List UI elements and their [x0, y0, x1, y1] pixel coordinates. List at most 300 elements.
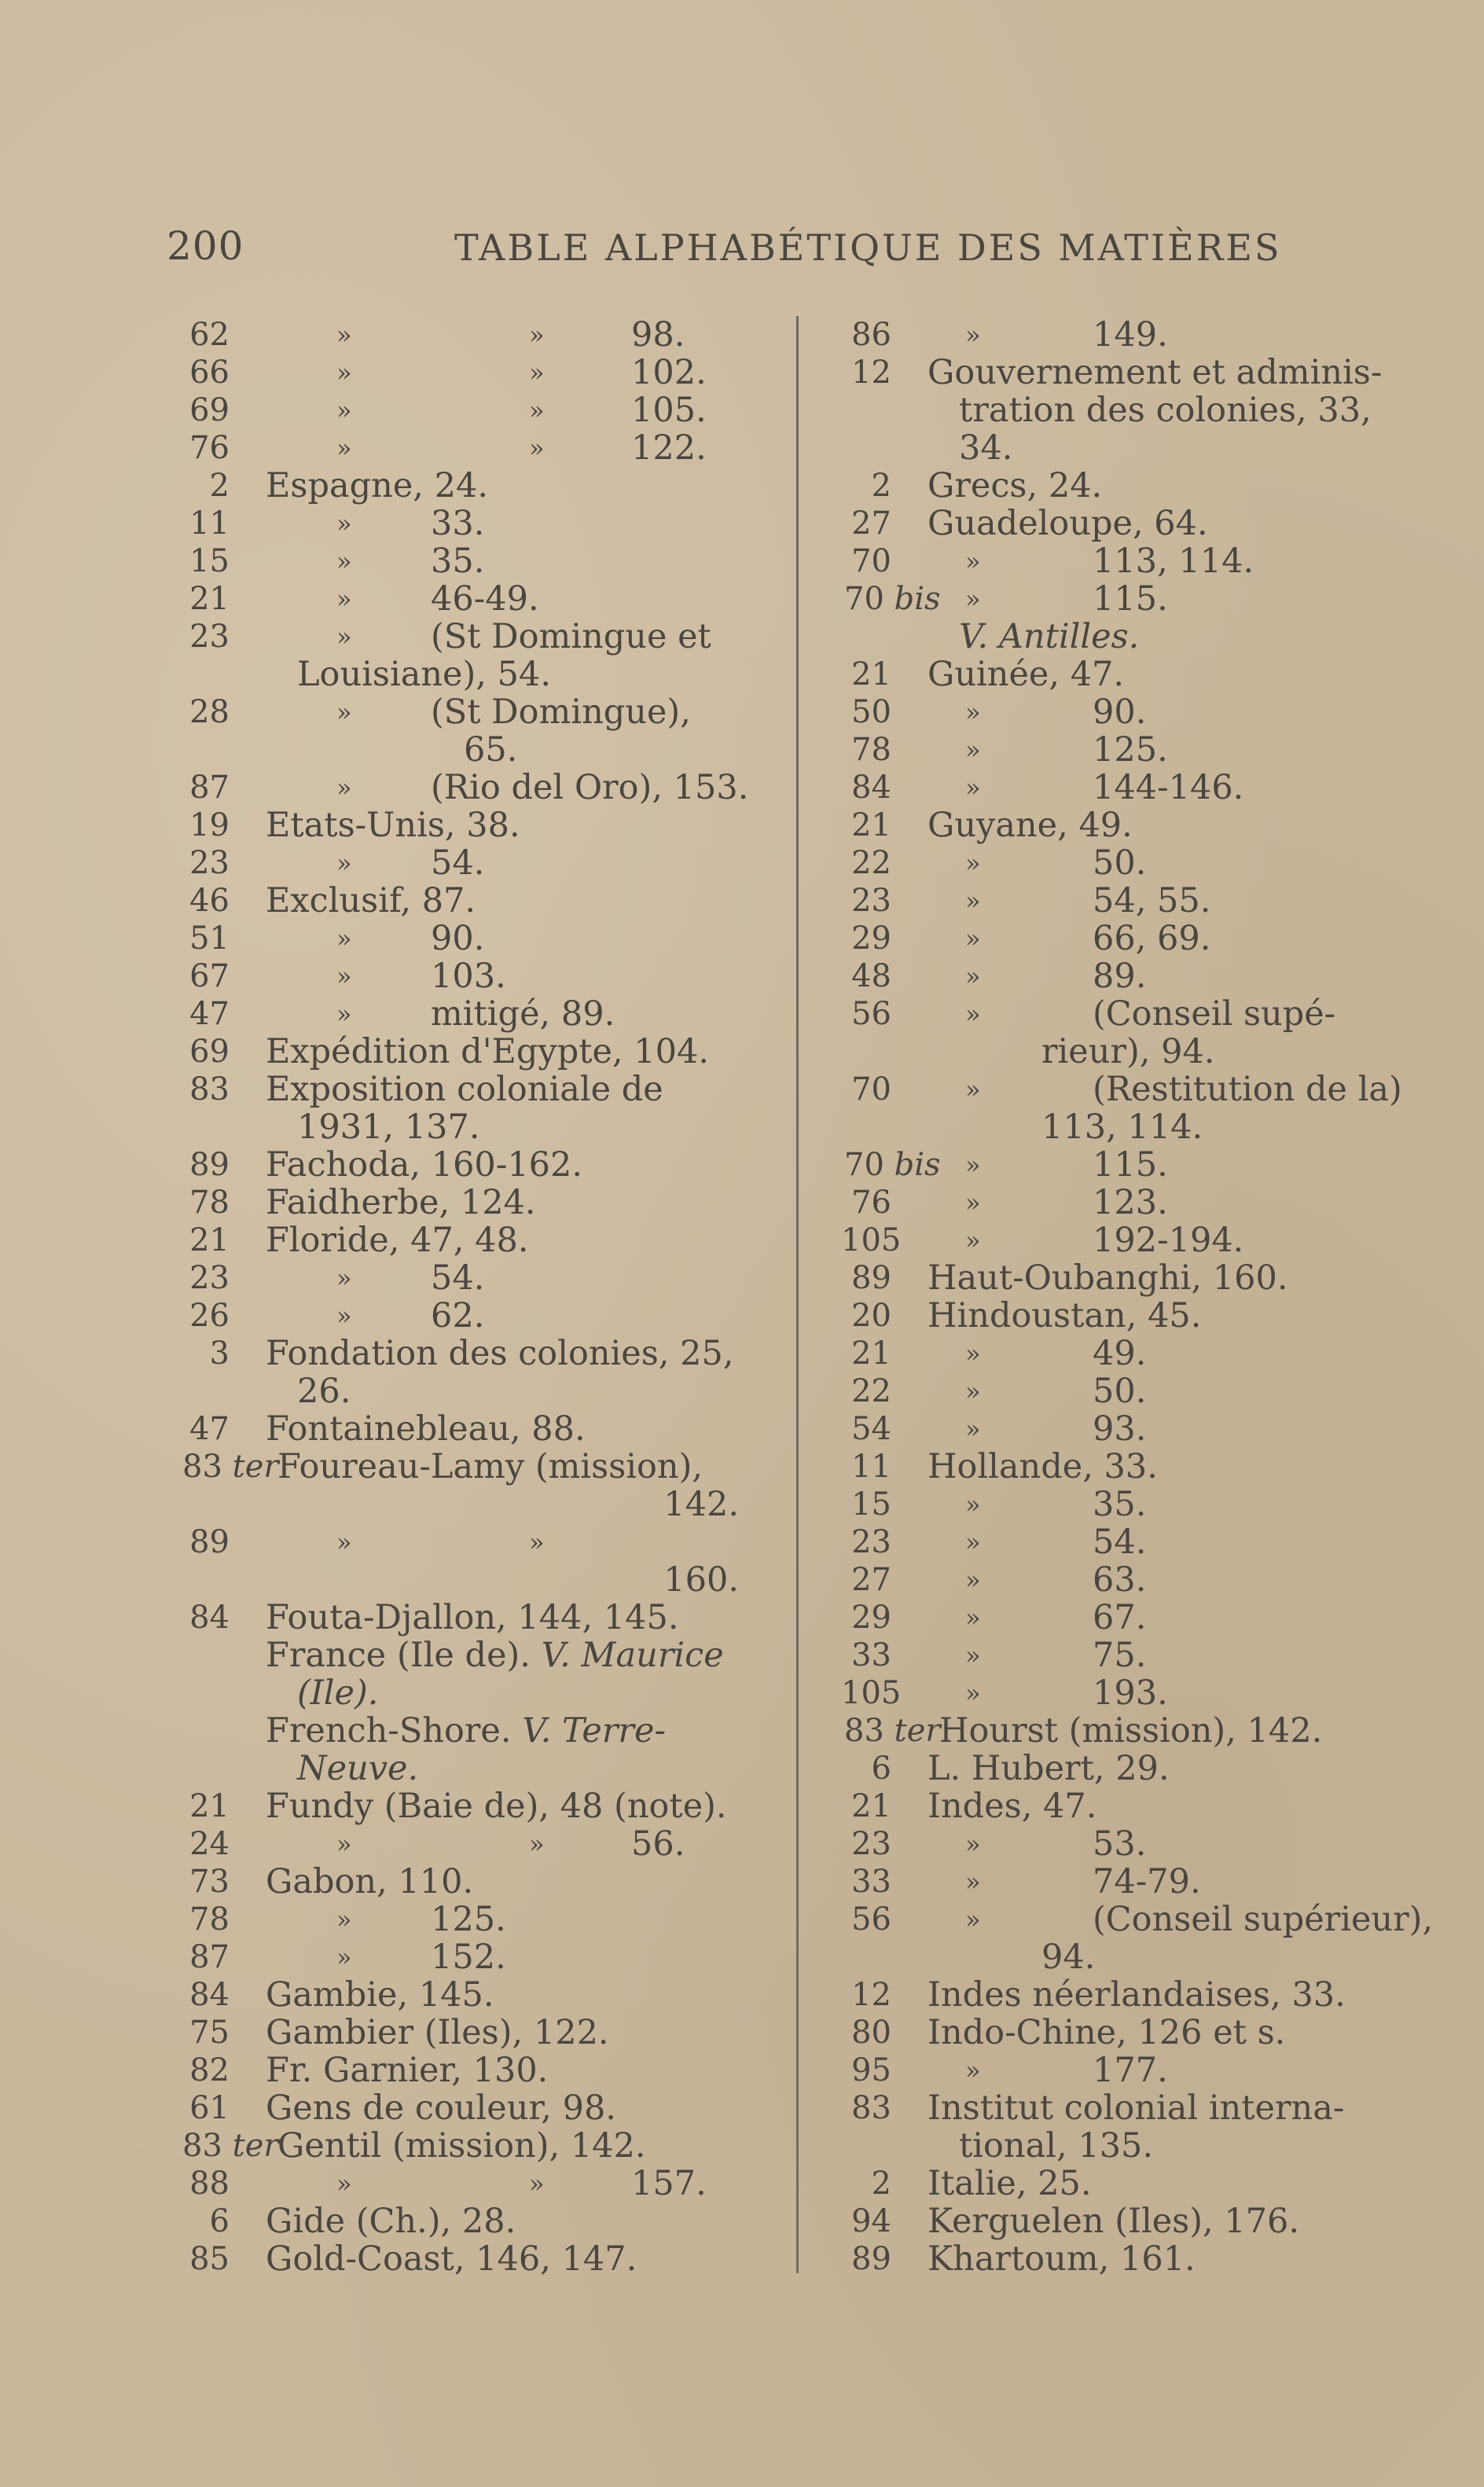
index-entry	[841, 2127, 1438, 2165]
entry-page-ref: 115.	[1093, 1145, 1168, 1185]
index-entry	[841, 1599, 1438, 1637]
entry-page-ref: 177.	[1093, 2051, 1168, 2090]
ditto-mark: »	[965, 1678, 981, 1708]
entry-text: Gide (Ch.), 28.	[266, 2202, 516, 2241]
entry-number: 87	[189, 1939, 230, 1975]
index-column-right	[841, 316, 1438, 2278]
entry-number: 73	[189, 1864, 230, 1900]
entry-number: 6	[209, 2203, 230, 2239]
entry-number: 21	[189, 1222, 230, 1258]
index-entry	[841, 882, 1438, 920]
entry-page-ref: 125.	[431, 1900, 506, 1939]
entry-number: 21	[851, 656, 891, 692]
entry-page-ref: 102.	[631, 353, 707, 392]
ditto-mark: »	[336, 773, 352, 803]
index-entry	[179, 2165, 777, 2202]
entry-text: Gold-Coast, 146, 147.	[266, 2239, 637, 2279]
ditto-mark: »	[529, 433, 545, 463]
ditto-mark: »	[336, 1263, 352, 1293]
index-entry	[841, 1184, 1438, 1221]
entry-number: 95	[851, 2052, 891, 2088]
entry-number: 46	[189, 883, 230, 919]
entry-number: 66	[189, 354, 230, 391]
entry-number: 2	[871, 2166, 891, 2202]
entry-number: 86	[851, 317, 891, 353]
index-entry	[179, 1976, 777, 2014]
ditto-mark: »	[965, 1339, 981, 1368]
index-entry	[841, 2089, 1438, 2127]
index-entry	[179, 542, 777, 580]
entry-number: 27	[851, 1562, 891, 1598]
index-entry	[841, 1221, 1438, 1259]
entry-number: 20	[851, 1298, 891, 1334]
ditto-mark: »	[965, 773, 981, 803]
index-entry	[179, 2014, 777, 2052]
ditto-mark: »	[965, 546, 981, 576]
entry-number: 2	[209, 468, 230, 504]
entry-number: 28	[189, 694, 230, 730]
entry-number: 69	[189, 1034, 230, 1070]
index-entry	[841, 1486, 1438, 1523]
entry-text: Gambier (Iles), 122.	[266, 2013, 609, 2052]
entry-page-ref: 193.	[1093, 1673, 1168, 1713]
entry-number: 83	[851, 2090, 891, 2126]
entry-page-ref: 49.	[1093, 1334, 1147, 1373]
index-entry	[841, 316, 1438, 354]
index-entry	[841, 354, 1438, 391]
entry-number: 61	[189, 2090, 230, 2126]
ditto-mark: »	[965, 1603, 981, 1633]
entry-number: 15	[851, 1486, 891, 1523]
ditto-mark: »	[336, 2169, 352, 2199]
ditto-mark: »	[965, 1640, 981, 1670]
entry-page-ref: 123.	[1093, 1183, 1168, 1222]
entry-continuation: 1931, 137.	[297, 1108, 480, 1147]
index-entry	[179, 1297, 777, 1335]
ditto-mark: »	[336, 1829, 352, 1859]
index-entry	[841, 1561, 1438, 1599]
ditto-mark: »	[965, 1150, 981, 1180]
entry-text: L. Hubert, 29.	[928, 1749, 1170, 1788]
ditto-mark: »	[336, 961, 352, 991]
entry-number: 12	[851, 354, 891, 391]
entry-number: 75	[189, 2015, 230, 2051]
entry-text: Exposition coloniale de	[266, 1070, 663, 1109]
index-entry	[179, 1372, 777, 1410]
index-entry	[841, 1938, 1438, 1976]
index-entry	[841, 1637, 1438, 1674]
index-entry	[841, 2052, 1438, 2089]
ditto-mark: »	[336, 433, 352, 463]
entry-number: 23	[189, 1260, 230, 1296]
entry-number: 62	[189, 317, 230, 353]
entry-number: 27	[851, 505, 891, 542]
index-entry	[841, 1787, 1438, 1825]
index-entry	[179, 1410, 777, 1448]
index-entry	[179, 1033, 777, 1071]
ditto-mark: »	[336, 546, 352, 576]
index-entry	[179, 1863, 777, 1901]
entry-page-ref: 50.	[1093, 1372, 1147, 1411]
entry-text: Indes, 47.	[928, 1787, 1097, 1826]
ditto-mark: »	[965, 320, 981, 350]
index-entry	[179, 1787, 777, 1825]
entry-number: 21	[851, 1788, 891, 1824]
index-entry	[841, 505, 1438, 542]
index-entry	[179, 1561, 777, 1599]
index-entry	[179, 731, 777, 769]
index-entry	[841, 1523, 1438, 1561]
ditto-mark: »	[529, 1527, 545, 1557]
index-entry	[841, 618, 1438, 656]
entry-text: France (Ile de). V. Maurice	[266, 1636, 724, 1675]
page-header	[0, 212, 1484, 283]
entry-text: Exclusif, 87.	[266, 881, 476, 920]
entry-text: Indes néerlandaises, 33.	[928, 1975, 1346, 2015]
ditto-mark: »	[529, 358, 545, 388]
entry-number: 54	[851, 1411, 891, 1447]
entry-text: Gouvernement et adminis-	[928, 353, 1383, 392]
entry-page-ref: 56.	[631, 1824, 685, 1864]
entry-number: 67	[189, 958, 230, 994]
entry-number: 70	[851, 1071, 891, 1108]
entry-number: 23	[189, 619, 230, 655]
entry-page-ref: (Rio del Oro), 153.	[431, 768, 749, 807]
index-entry	[179, 1071, 777, 1108]
entry-number: 76	[189, 430, 230, 466]
index-entry	[179, 1184, 777, 1221]
entry-number: 22	[851, 1373, 891, 1409]
entry-number: 12	[851, 1977, 891, 2013]
ditto-mark: »	[336, 584, 352, 614]
entry-text: Hollande, 33.	[928, 1447, 1158, 1486]
ditto-mark: »	[965, 1829, 981, 1859]
index-entry	[179, 2240, 777, 2278]
index-entry	[179, 1825, 777, 1863]
ditto-mark: »	[965, 848, 981, 878]
entry-number: 85	[189, 2241, 230, 2277]
entry-number: 56	[851, 1901, 891, 1938]
entry-continuation: tration des colonies, 33,	[959, 391, 1372, 430]
index-entry	[841, 2165, 1438, 2202]
entry-page-ref: 152.	[431, 1938, 506, 1977]
index-entry	[841, 1372, 1438, 1410]
entry-number: 76	[851, 1185, 891, 1221]
index-entry	[841, 1259, 1438, 1297]
entry-page-ref: mitigé, 89.	[431, 994, 615, 1034]
index-entry	[841, 1335, 1438, 1372]
entry-page-ref: 46-49.	[431, 579, 539, 619]
entry-number: 21	[189, 581, 230, 617]
entry-number: 89	[851, 1260, 891, 1296]
entry-continuation: tional, 135.	[959, 2126, 1154, 2166]
index-entry	[841, 1108, 1438, 1146]
ditto-mark: »	[965, 999, 981, 1029]
ditto-mark: »	[965, 886, 981, 916]
index-entry	[179, 429, 777, 467]
ditto-mark: »	[336, 320, 352, 350]
entry-page-ref: 66, 69.	[1093, 919, 1211, 958]
ditto-mark: »	[965, 1188, 981, 1218]
index-entry	[179, 920, 777, 957]
entry-text: Kerguelen (Iles), 176.	[928, 2202, 1300, 2241]
index-entry	[841, 429, 1438, 467]
entry-page-ref: 63.	[1093, 1560, 1147, 1600]
entry-number: 83 ter	[844, 1713, 941, 1749]
entry-text: Fondation des colonies, 25,	[266, 1334, 734, 1373]
index-entry	[841, 769, 1438, 806]
index-entry	[841, 1750, 1438, 1787]
index-entry	[841, 1825, 1438, 1863]
index-entry	[179, 1637, 777, 1674]
entry-text: French-Shore. V. Terre-	[266, 1711, 666, 1750]
ditto-mark: »	[336, 1527, 352, 1557]
entry-number: 11	[851, 1449, 891, 1485]
entry-text: Hindoustan, 45.	[928, 1296, 1202, 1335]
index-entry	[179, 1108, 777, 1146]
index-entry	[179, 1221, 777, 1259]
ditto-mark: »	[965, 584, 981, 614]
ditto-mark: »	[965, 1490, 981, 1519]
entry-page-ref: 53.	[1093, 1824, 1147, 1864]
ditto-mark: »	[336, 622, 352, 652]
entry-number: 105	[841, 1222, 902, 1258]
ditto-mark: »	[529, 2169, 545, 2199]
ditto-mark: »	[965, 961, 981, 991]
index-entry	[179, 1448, 777, 1486]
index-entry	[179, 316, 777, 354]
entry-number: 11	[189, 505, 230, 542]
entry-number: 23	[851, 883, 891, 919]
entry-text: Floride, 47, 48.	[266, 1221, 529, 1260]
index-entry	[179, 1259, 777, 1297]
entry-text: Espagne, 24.	[266, 466, 489, 505]
ditto-mark: »	[965, 1075, 981, 1104]
index-entry	[179, 354, 777, 391]
entry-number: 78	[189, 1901, 230, 1938]
entry-text: Guadeloupe, 64.	[928, 504, 1208, 543]
entry-text: Fontainebleau, 88.	[266, 1409, 586, 1449]
index-entry	[841, 542, 1438, 580]
entry-number: 47	[189, 996, 230, 1032]
index-entry	[841, 957, 1438, 995]
entry-page-ref: 89.	[1093, 957, 1147, 996]
page-title: TABLE ALPHABÉTIQUE DES MATIÈRES	[454, 226, 1282, 269]
index-entry	[179, 1146, 777, 1184]
index-entry	[179, 2052, 777, 2089]
entry-page-ref: 192-194.	[1093, 1221, 1244, 1260]
index-entry	[179, 693, 777, 731]
index-entry	[841, 1901, 1438, 1938]
entry-number: 84	[189, 1600, 230, 1636]
entry-text: Institut colonial interna-	[928, 2088, 1345, 2128]
index-entry	[179, 844, 777, 882]
entry-number: 69	[189, 392, 230, 428]
index-entry	[179, 505, 777, 542]
entry-continuation: 65.	[464, 730, 518, 770]
entry-continuation: 34.	[959, 428, 1013, 468]
index-entry	[179, 769, 777, 806]
index-entry	[179, 1938, 777, 1976]
index-entry	[841, 844, 1438, 882]
entry-page-ref: 50.	[1093, 843, 1147, 883]
entry-number: 19	[189, 807, 230, 843]
entry-number: 2	[871, 468, 891, 504]
entry-text: Gabon, 110.	[266, 1862, 474, 1901]
entry-page-ref: 54.	[431, 843, 485, 883]
index-entry	[179, 957, 777, 995]
entry-page-ref: 125.	[1093, 730, 1168, 770]
entry-page-ref: 160.	[663, 1560, 739, 1600]
index-entry	[841, 1712, 1438, 1750]
index-entry	[179, 1750, 777, 1787]
entry-number: 94	[851, 2203, 891, 2239]
entry-text: Etats-Unis, 38.	[266, 806, 520, 845]
entry-text: Khartoum, 161.	[928, 2239, 1196, 2279]
index-entry	[179, 995, 777, 1033]
entry-page-ref: 67.	[1093, 1598, 1147, 1637]
index-entry	[841, 1674, 1438, 1712]
entry-text: Fachoda, 160-162.	[266, 1145, 583, 1185]
entry-number: 29	[851, 920, 891, 957]
entry-page-ref: (Restitution de la)	[1093, 1070, 1402, 1109]
entry-number: 105	[841, 1675, 902, 1711]
entry-number: 56	[851, 996, 891, 1032]
entry-page-ref: (St Domingue et	[431, 617, 711, 656]
ditto-mark: »	[965, 735, 981, 765]
entry-continuation: 113, 114.	[1041, 1108, 1203, 1147]
entry-number: 70	[851, 543, 891, 579]
entry-continuation: Neuve.	[297, 1749, 419, 1788]
index-entry	[841, 1448, 1438, 1486]
entry-text: Haut-Oubanghi, 160.	[928, 1258, 1288, 1298]
entry-page-ref: 62.	[431, 1296, 485, 1335]
index-entry	[841, 580, 1438, 618]
index-entry	[841, 656, 1438, 693]
index-entry	[179, 391, 777, 429]
column-divider	[796, 316, 799, 2273]
entry-number: 33	[851, 1637, 891, 1673]
entry-number: 88	[189, 2166, 230, 2202]
index-entry	[179, 618, 777, 656]
entry-page-ref: 122.	[631, 428, 707, 468]
ditto-mark: »	[965, 1225, 981, 1255]
index-entry	[179, 2202, 777, 2240]
entry-text: Italie, 25.	[928, 2164, 1092, 2203]
entry-number: 83	[189, 1071, 230, 1108]
entry-number: 50	[851, 694, 891, 730]
ditto-mark: »	[965, 1565, 981, 1595]
index-entry	[841, 1410, 1438, 1448]
entry-page-ref: 105.	[631, 391, 707, 430]
entry-page-ref: 90.	[1093, 692, 1147, 732]
index-entry	[841, 1071, 1438, 1108]
entry-continuation: 94.	[1041, 1938, 1096, 1977]
ditto-mark: »	[965, 2055, 981, 2085]
entry-text: Faidherbe, 124.	[266, 1183, 536, 1222]
entry-number: 26	[189, 1298, 230, 1334]
ditto-mark: »	[965, 1527, 981, 1557]
entry-page-ref: 54.	[431, 1258, 485, 1298]
entry-text: Guyane, 49.	[928, 806, 1133, 845]
ditto-mark: »	[965, 697, 981, 727]
index-entry	[179, 882, 777, 920]
entry-page-ref: 103.	[431, 957, 506, 996]
ditto-mark: »	[529, 320, 545, 350]
index-entry	[179, 1523, 777, 1561]
ditto-mark: »	[336, 509, 352, 538]
entry-page-ref: 157.	[631, 2164, 707, 2203]
entry-text: Fr. Garnier, 130.	[266, 2051, 549, 2090]
entry-continuation: 26.	[297, 1372, 351, 1411]
entry-page-ref: 98.	[631, 315, 685, 354]
entry-number: 48	[851, 958, 891, 994]
entry-text: Expédition d'Egypte, 104.	[266, 1032, 710, 1071]
entry-text: Hourst (mission), 142.	[939, 1711, 1323, 1750]
index-entry	[841, 731, 1438, 769]
entry-number: 22	[851, 845, 891, 881]
index-entry	[841, 2240, 1438, 2278]
entry-text: Gentil (mission), 142.	[277, 2126, 646, 2166]
entry-number: 23	[189, 845, 230, 881]
entry-text: Foureau-Lamy (mission),	[277, 1447, 703, 1486]
entry-page-ref: 142.	[663, 1485, 739, 1524]
entry-number: 29	[851, 1600, 891, 1636]
ditto-mark: »	[336, 1301, 352, 1331]
index-entry	[179, 1712, 777, 1750]
entry-number: 78	[189, 1185, 230, 1221]
ditto-mark: »	[336, 924, 352, 953]
ditto-mark: »	[336, 395, 352, 425]
ditto-mark: »	[336, 697, 352, 727]
entry-number: 21	[851, 807, 891, 843]
entry-number: 51	[189, 920, 230, 957]
ditto-mark: »	[336, 358, 352, 388]
entry-number: 21	[851, 1335, 891, 1372]
entry-number: 89	[189, 1524, 230, 1560]
entry-text: Guinée, 47.	[928, 655, 1125, 694]
entry-text: Indo-Chine, 126 et s.	[928, 2013, 1286, 2052]
entry-number: 78	[851, 732, 891, 768]
ditto-mark: »	[336, 848, 352, 878]
entry-page-ref: 35.	[431, 542, 485, 581]
entry-text: Fouta-Djallon, 144, 145.	[266, 1598, 679, 1637]
entry-number: 83 ter	[182, 1449, 279, 1485]
ditto-mark: »	[336, 1942, 352, 1972]
entry-number: 47	[189, 1411, 230, 1447]
entry-page-ref: 93.	[1093, 1409, 1147, 1449]
entry-text: Gambie, 145.	[266, 1975, 494, 2015]
ditto-mark: »	[336, 1905, 352, 1934]
index-entry	[841, 467, 1438, 505]
index-entry	[841, 920, 1438, 957]
index-entry	[179, 1599, 777, 1637]
index-entry	[179, 2127, 777, 2165]
entry-text: Gens de couleur, 98.	[266, 2088, 616, 2128]
index-entry	[841, 2014, 1438, 2052]
entry-number: 89	[851, 2241, 891, 2277]
index-entry	[841, 806, 1438, 844]
entry-number: 33	[851, 1864, 891, 1900]
entry-number: 83 ter	[182, 2128, 279, 2164]
entry-page-ref: 74-79.	[1093, 1862, 1201, 1901]
entry-number: 84	[189, 1977, 230, 2013]
index-entry	[841, 1297, 1438, 1335]
entry-page-ref: 35.	[1093, 1485, 1147, 1524]
ditto-mark: »	[965, 1905, 981, 1934]
entry-page-ref: 75.	[1093, 1636, 1147, 1675]
index-entry	[179, 1335, 777, 1372]
